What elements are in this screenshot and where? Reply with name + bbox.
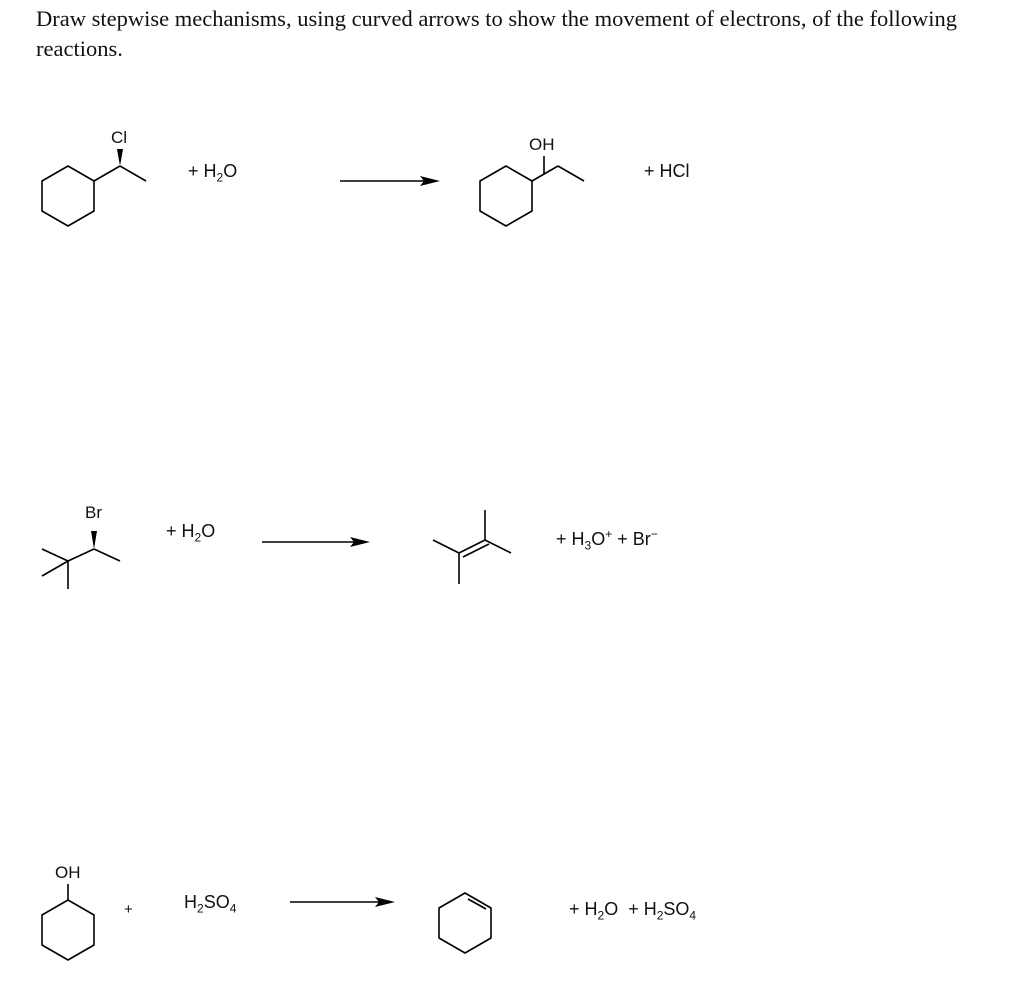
- reaction1-hydroxyl-label: OH: [529, 135, 555, 154]
- reaction3-hydroxyl-label: OH: [55, 863, 81, 882]
- reaction3-byproducts: + $H_2O + H_2SO_4$: [569, 899, 697, 923]
- reaction1-wedge-bond: [117, 149, 123, 166]
- reaction3-product-structure: [439, 893, 491, 953]
- reaction1-chlorine-label: Cl: [111, 128, 128, 147]
- reaction2-byproducts: + $H_3O^+ + Br^-$: [556, 527, 658, 553]
- reaction1-reactant-structure: [42, 166, 146, 226]
- reaction2-wedge-bond: [91, 531, 97, 549]
- reaction2-water-reagent: + $H_2O$: [166, 521, 216, 545]
- reaction2-bromine-label: Br: [85, 503, 102, 522]
- reaction3-sulfuric-acid-reagent: $H_2SO_4$: [184, 892, 237, 916]
- reaction3-plus-sign: +: [124, 901, 133, 918]
- reaction3-reactant-structure: [42, 884, 94, 960]
- reaction2-product-structure: [433, 510, 511, 584]
- reaction1-hcl-byproduct: + HCl: [644, 161, 690, 181]
- reaction1-water-reagent: + $H_2O$: [188, 161, 238, 185]
- reaction2-reactant-structure: [42, 549, 120, 589]
- instructions-text: Draw stepwise mechanisms, using curved arrows to show the movement of electrons, of the following reactions.: [36, 6, 958, 61]
- reaction1-product-structure: [480, 156, 584, 226]
